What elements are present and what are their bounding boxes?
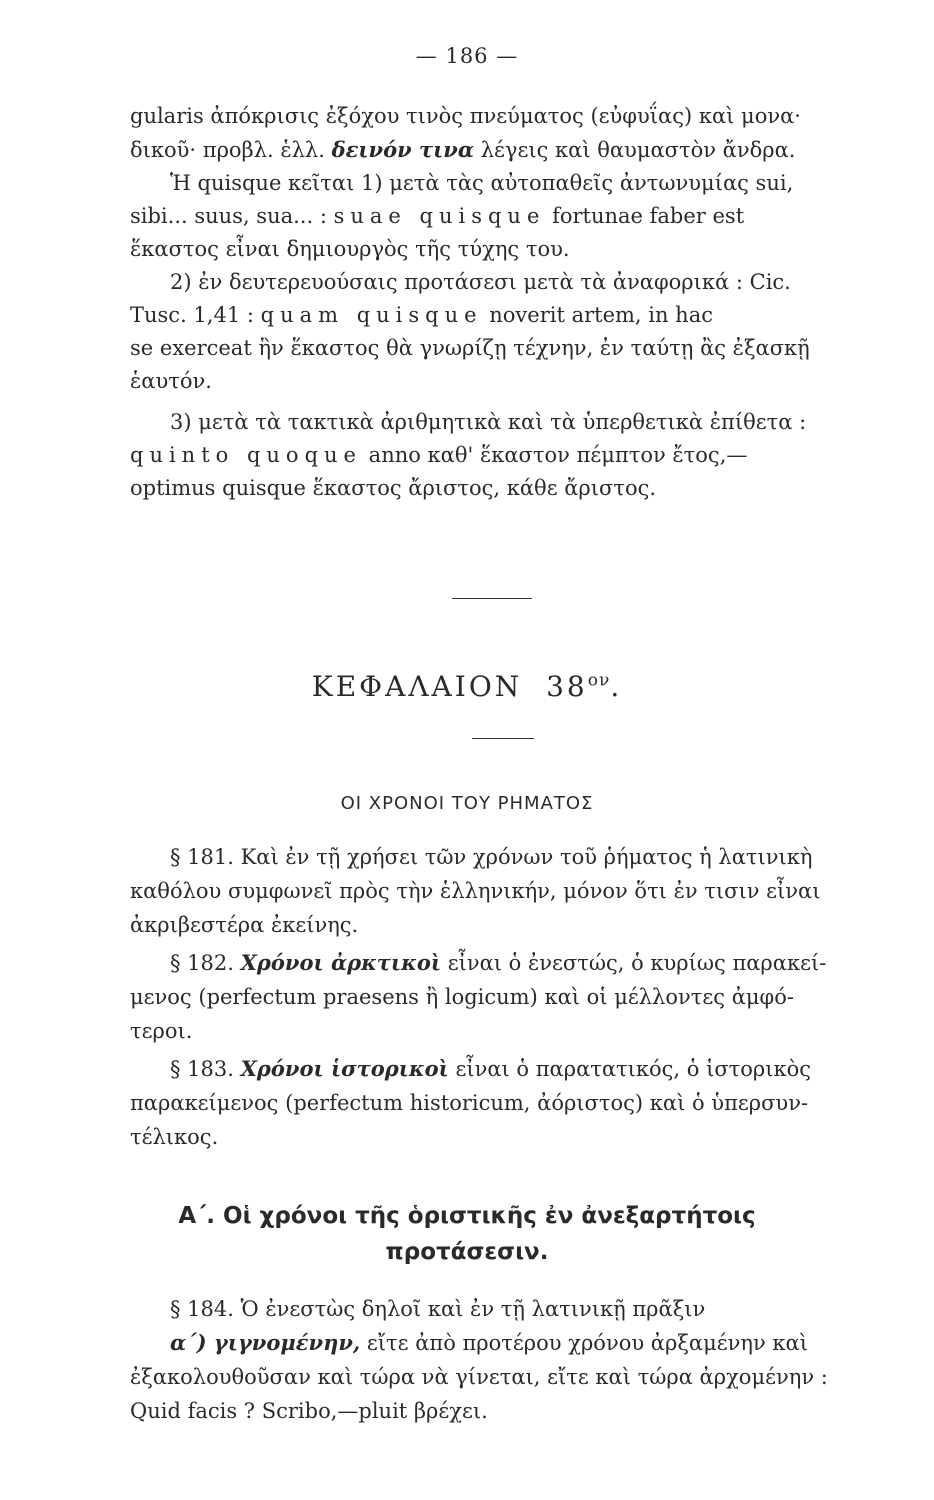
page-number: — 186 — xyxy=(415,44,519,68)
example-spaced: quinto quoque xyxy=(130,443,362,467)
text-line: 3) μετὰ τὰ τακτικὰ ἀριθμητικὰ καὶ τὰ ὑπερθετικὰ ἐπίθετα : xyxy=(170,410,807,434)
text-line: se exerceat ἣν ἕκαστος θὰ γνωρίζῃ τέχνην, ἐν ταύτῃ ἂς ἐξασκῇ xyxy=(130,336,810,360)
text-line: μενος (perfectum praesens ἢ logicum) καὶ οἱ μέλλοντες ἀμφό- xyxy=(130,985,794,1009)
text-line: ἑαυτόν. xyxy=(130,369,212,393)
text-line: παρακείμενος (perfectum historicum, ἀόριστος) καὶ ὁ ὑπερσυν- xyxy=(130,1091,809,1115)
text-line: optimus quisque ἕκαστος ἄριστος, κάθε ἄριστος. xyxy=(130,476,657,500)
text-line: καθόλου συμφωνεῖ πρὸς τὴν ἑλληνικήν, μόνον ὅτι ἐν τισιν εἶναι xyxy=(130,879,821,903)
chapter-title: ΚΕΦΑΛΑΙΟΝ $38^{o\nu}$. xyxy=(311,670,623,703)
bold-term: α΄) γιγνομένην, xyxy=(170,1330,361,1355)
text-line: Ἡ quisque κεῖται 1) μετὰ τὰς αὐτοπαθεῖς ἀντωνυμίας sui, xyxy=(170,171,794,195)
text-line: § 184. Ὁ ἐνεστὼς δηλοῖ καὶ ἐν τῇ λατινικῇ πρᾶξιν xyxy=(170,1297,706,1321)
text-line: τεροι. xyxy=(130,1019,193,1043)
example-spaced: suae quisque xyxy=(333,204,546,228)
text-line: sibi... suus, sua... : suae quisque fortunae faber est xyxy=(130,204,745,228)
text-line: Tusc. 1,41 : quam quisque noverit artem, in hac xyxy=(130,303,713,327)
text-line: gularis ἀπόκρισις ἐξόχου τινὸς πνεύματος (εὐφυΐας) καὶ μονα· xyxy=(130,104,801,128)
section-heading: Α΄. Οἱ χρόνοι τῆς ὁριστικῆς ἐν ἀνεξαρτήτοις προτάσεσιν. xyxy=(178,1203,756,1265)
text-line: ἐξακολουθοῦσαν καὶ τώρα νὰ γίνεται, εἴτε καὶ τώρα ἀρχομένην : xyxy=(130,1365,828,1389)
text-line: § 182. Χρόνοι ἀρκτικοὶ εἶναι ὁ ἐνεστώς, ὁ κυρίως παρακεί- xyxy=(170,950,827,975)
text-line: Quid facis ? Scribo,—pluit βρέχει. xyxy=(130,1399,488,1423)
bold-term: δεινόν τινα xyxy=(331,137,475,162)
divider-rule xyxy=(472,738,534,739)
example-spaced: quam quisque xyxy=(260,303,483,327)
divider-rule xyxy=(452,598,532,599)
text-line: ἀκριβεστέρα ἐκείνης. xyxy=(130,913,359,937)
bold-term: Χρόνοι ἱστορικοὶ xyxy=(240,1056,449,1081)
text-line: δικοῦ· προβλ. ἑλλ. δεινόν τινα λέγεις καὶ θαυμαστὸν ἄνδρα. xyxy=(130,137,796,162)
text-line: § 183. Χρόνοι ἱστορικοὶ εἶναι ὁ παρατατικός, ὁ ἱστορικὸς xyxy=(170,1056,812,1081)
section-184 xyxy=(130,1292,930,1428)
text-line: ἕκαστος εἶναι δημιουργὸς τῆς τύχης του. xyxy=(130,237,570,261)
text-line: quinto quoque anno καθ' ἕκαστον πέμπτον ἔτος,— xyxy=(130,443,748,467)
chapter-subtitle: ΟΙ ΧΡΟΝΟΙ ΤΟΥ ΡΗΜΑΤΟΣ xyxy=(340,793,594,814)
bold-term: Χρόνοι ἀρκτικοὶ xyxy=(240,950,442,975)
text-line: 2) ἐν δευτερευούσαις προτάσεσι μετὰ τὰ ἀναφορικά : Cic. xyxy=(170,270,791,294)
text-line: τέλικος. xyxy=(130,1125,219,1149)
top-paragraph xyxy=(130,100,930,505)
text-line: § 181. Καὶ ἐν τῇ χρήσει τῶν χρόνων τοῦ ῥήματος ἡ λατινικὴ xyxy=(170,845,813,869)
text-line: α΄) γιγνομένην, εἴτε ἀπὸ προτέρου χρόνου ἀρξαμένην καὶ xyxy=(170,1330,808,1355)
sections-181-183 xyxy=(130,840,930,1154)
